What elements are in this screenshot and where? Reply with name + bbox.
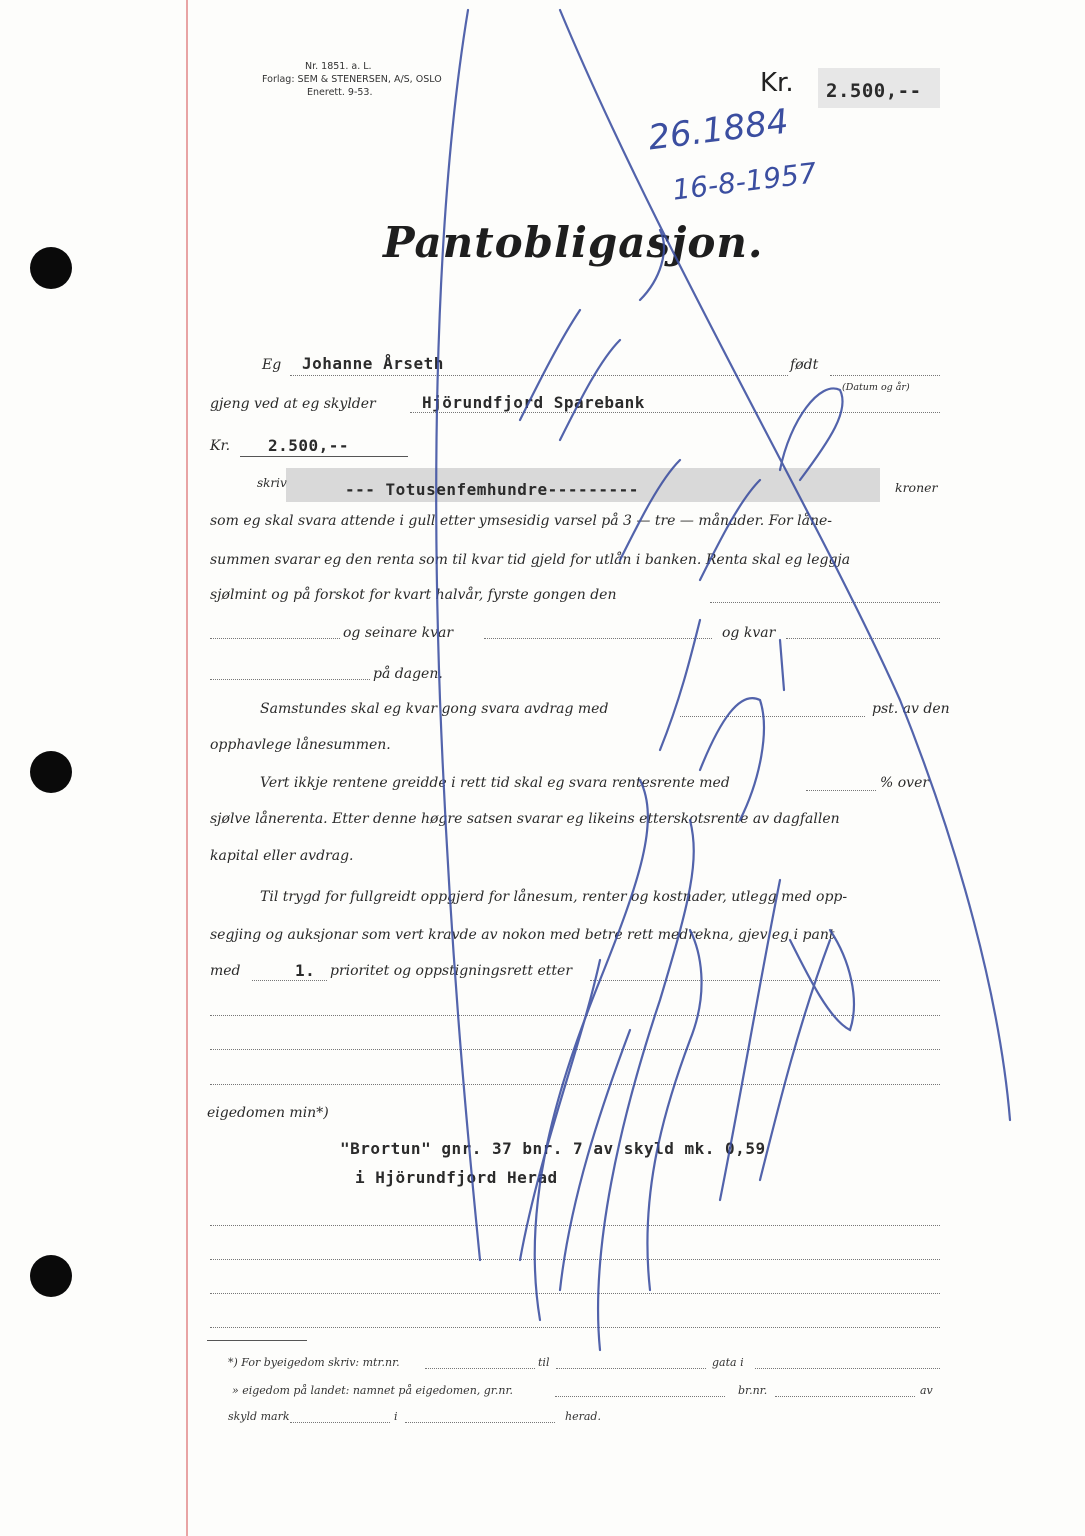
property-line-2: i Hjörundfjord Herad [355,1168,558,1187]
footnote-text: » eigedom på landet: namnet på eigedomen, gr.nr. [232,1384,513,1397]
eg-label: Eg [262,357,282,373]
eigedom-label: eigedomen min*) [207,1105,329,1121]
body-line: og seinare kvar [343,625,454,641]
body-line: prioritet og oppstigningsrett etter [330,963,573,979]
body-line: Samstundes skal eg kvar gong svara avdrag med [260,701,609,717]
body-line: og kvar [722,625,776,641]
body-line: pst. av den [872,701,950,717]
amount-words: --- Totusenfemhundre--------- [345,480,639,499]
fodt-label: født [790,357,819,373]
rights-line: Enerett. 9-53. [307,87,373,98]
footnote-text: herad. [565,1410,601,1423]
priority-number: 1. [295,961,316,980]
property-line-1: "Brortun" gnr. 37 bnr. 7 av skyld mk. 0,59 [340,1139,766,1158]
body-line: Vert ikkje rentene greidde i rett tid skal eg svara rentesrente med [260,775,730,791]
body-line: med [210,963,241,979]
body-line: summen svarar eg den renta som til kvar tid gjeld for utlån i banken. Renta skal eg leggja [210,552,851,568]
kr-amount: 2.500,-- [826,80,922,102]
skriv-label: skriv [257,476,287,490]
body-line: som eg skal svara attende i gull etter ymsesidig varsel på 3 — tre — månader. For låne- [210,513,833,529]
handwritten-ref: 26.1884 [646,101,791,159]
debtor-name: Johanne Årseth [302,354,444,373]
body-line: sjølve lånerenta. Etter denne høgre satsen svarar eg likeins etterskotsrente av dagfallen [210,811,840,827]
kroner-label: kroner [895,480,938,495]
datum-note: (Datum og år) [842,382,910,393]
kr-line-label: Kr. [210,438,231,454]
publisher-line: Forlag: SEM & STENERSEN, A/S, OSLO [262,74,442,85]
footnote-text: av [920,1384,933,1397]
footnote-text: til [538,1356,550,1369]
page-title: Pantobligasjon. [383,218,764,267]
footnote-text: *) For byeigedom skriv: mtr.nr. [228,1356,400,1369]
gjeng-label: gjeng ved at eg skylder [210,396,376,412]
footnote-text: gata i [712,1356,744,1369]
handwritten-date: 16-8-1957 [670,156,819,207]
creditor-name: Hjörundfjord Sparebank [422,393,645,412]
footnote-text: br.nr. [738,1384,768,1397]
body-line: sjølmint og på forskot for kvart halvår, fyrste gongen den [210,587,617,603]
kr-typed-amount: 2.500,-- [268,436,350,455]
body-line: Til trygd for fullgreidt oppgjerd for lånesum, renter og kostnader, utlegg med opp- [260,889,848,905]
body-line: segjing og auksjonar som vert kravde av nokon med betre rett medrekna, gjev eg i pant [210,927,835,943]
footnote-text: skyld mark [228,1410,290,1423]
body-line: % over [880,775,930,791]
body-line: på dagen. [373,666,443,682]
footnote-text: i [394,1410,398,1423]
body-line: opphavlege lånesummen. [210,737,391,753]
form-number: Nr. 1851. a. L. [305,61,372,72]
kr-label: Kr. [760,68,794,98]
body-line: kapital eller avdrag. [210,848,354,864]
